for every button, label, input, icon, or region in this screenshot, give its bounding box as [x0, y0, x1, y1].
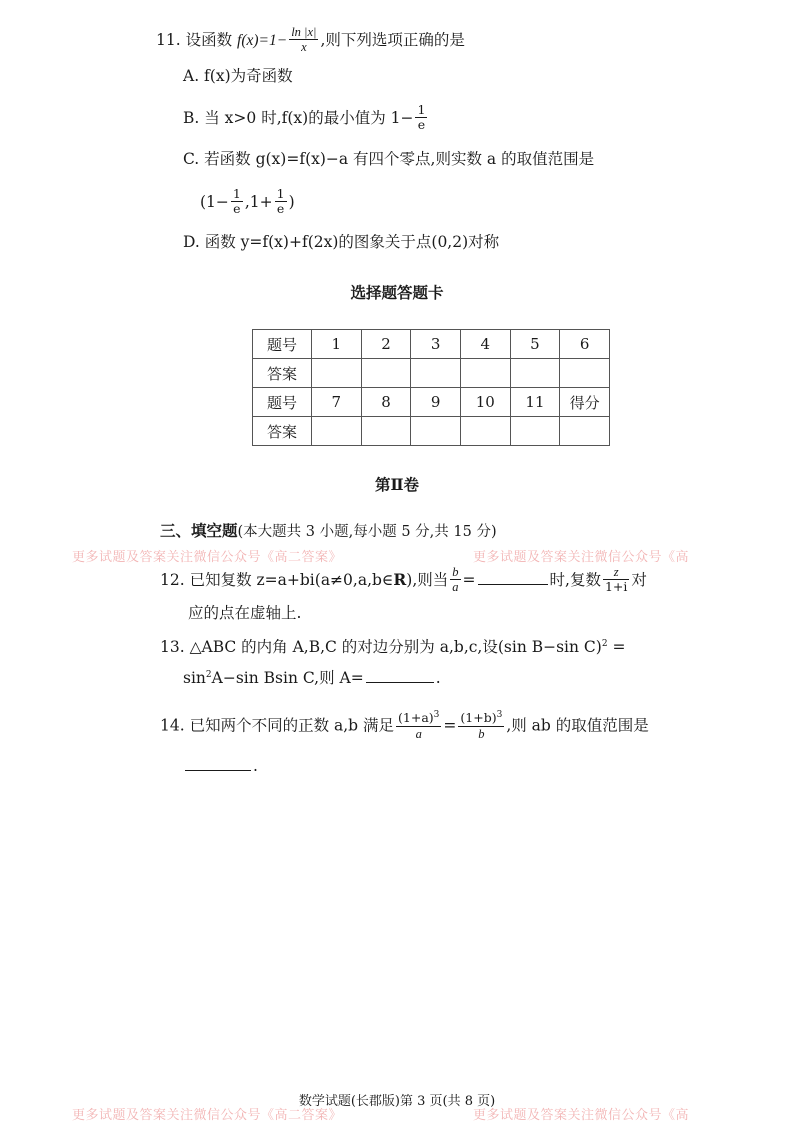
q11-option-c-interval: (1− $\frac{1}{e}$ ,1+ $\frac{1}{e}$ ): [200, 186, 295, 217]
table-cell: 10: [460, 388, 510, 417]
q14-answer-blank[interactable]: [185, 769, 251, 771]
answer-cell[interactable]: [361, 417, 411, 446]
answer-cell[interactable]: [510, 417, 560, 446]
page-footer: 数学试题(长郡版)第 3 页(共 8 页): [298, 1094, 496, 1109]
q13-line2: $\sin^2A-\sin$ Bsin C,则 A= .: [183, 669, 441, 688]
answer-card-table: [252, 329, 610, 446]
section3-heading: 三、填空题(本大题共 3 小题,每小题 5 分,共 15 分): [160, 521, 497, 540]
answer-card-title: 选择题答题卡: [350, 283, 444, 302]
answer-cell[interactable]: [361, 359, 411, 388]
q13-answer-blank[interactable]: [366, 681, 434, 683]
table-cell: 答案: [253, 417, 312, 446]
table-cell: 9: [411, 388, 461, 417]
table-cell: 7: [312, 388, 362, 417]
table-cell: 4: [460, 330, 510, 359]
table-cell: 8: [361, 388, 411, 417]
q11-option-b: B. 当 x>0 时,f(x)的最小值为 1− $\frac{1}{e}$: [183, 102, 426, 133]
q12-line1: 12. 已知复数 z=a+bi(a≠0,a,b∈R),则当 $\frac{b}{a}$ = 时,复数 $\frac{z}{1+i}$ 对: [160, 565, 647, 595]
q14-line1: 14. 已知两个不同的正数 a,b 满足 $\frac{(1+a)^3}{a}$ = $\frac{(1+b)^3}{b}$ ,则 ab 的取值范围是: [160, 710, 649, 741]
q11-stem: 11. 设函数 f(x)=1− $\frac{\ln |x|}{x}$ ,则下列选项正确的是: [156, 25, 465, 55]
answer-cell[interactable]: [312, 359, 362, 388]
table-cell: 题号: [253, 388, 312, 417]
table-cell: 1: [312, 330, 362, 359]
answer-cell[interactable]: [411, 417, 461, 446]
watermark: 更多试题及答案关注微信公众号《高: [473, 550, 690, 565]
q14-line2: .: [183, 759, 258, 775]
q11-option-d: D. 函数 y=f(x)+f(2x)的图象关于点(0,2)对称: [183, 233, 500, 251]
q12-line2: 应的点在虚轴上.: [188, 604, 302, 622]
answer-cell[interactable]: [460, 359, 510, 388]
answer-card-row: [253, 417, 610, 446]
q12-answer-blank[interactable]: [478, 583, 548, 585]
answer-cell[interactable]: [510, 359, 560, 388]
table-cell: 6: [560, 330, 610, 359]
table-cell: 3: [411, 330, 461, 359]
answer-cell[interactable]: [560, 359, 610, 388]
table-cell: 得分: [560, 388, 610, 417]
q11-option-c-line1: C. 若函数 g(x)=f(x)−a 有四个零点,则实数 a 的取值范围是: [183, 150, 595, 168]
answer-cell[interactable]: [312, 417, 362, 446]
answer-card-row: [253, 359, 610, 388]
answer-card-row: [253, 330, 610, 359]
watermark: 更多试题及答案关注微信公众号《高二答案》: [72, 550, 343, 565]
answer-card-row: [253, 388, 610, 417]
watermark: 更多试题及答案关注微信公众号《高: [473, 1108, 690, 1123]
q13-line1: 13. △ABC 的内角 A,B,C 的对边分别为 a,b,c,设(sin B−sin C)$^2$ =: [160, 638, 626, 657]
q11-option-a: A. f(x)为奇函数: [183, 67, 293, 85]
table-cell: 11: [510, 388, 560, 417]
watermark: 更多试题及答案关注微信公众号《高二答案》: [72, 1108, 343, 1123]
table-cell: 题号: [253, 330, 312, 359]
answer-cell[interactable]: [460, 417, 510, 446]
part2-title: 第Ⅱ卷: [374, 475, 420, 494]
table-cell: 答案: [253, 359, 312, 388]
answer-cell[interactable]: [411, 359, 461, 388]
score-cell[interactable]: [560, 417, 610, 446]
table-cell: 2: [361, 330, 411, 359]
table-cell: 5: [510, 330, 560, 359]
q11-stem-fraction: $\frac{\ln |x|}{x}$: [291, 25, 317, 55]
